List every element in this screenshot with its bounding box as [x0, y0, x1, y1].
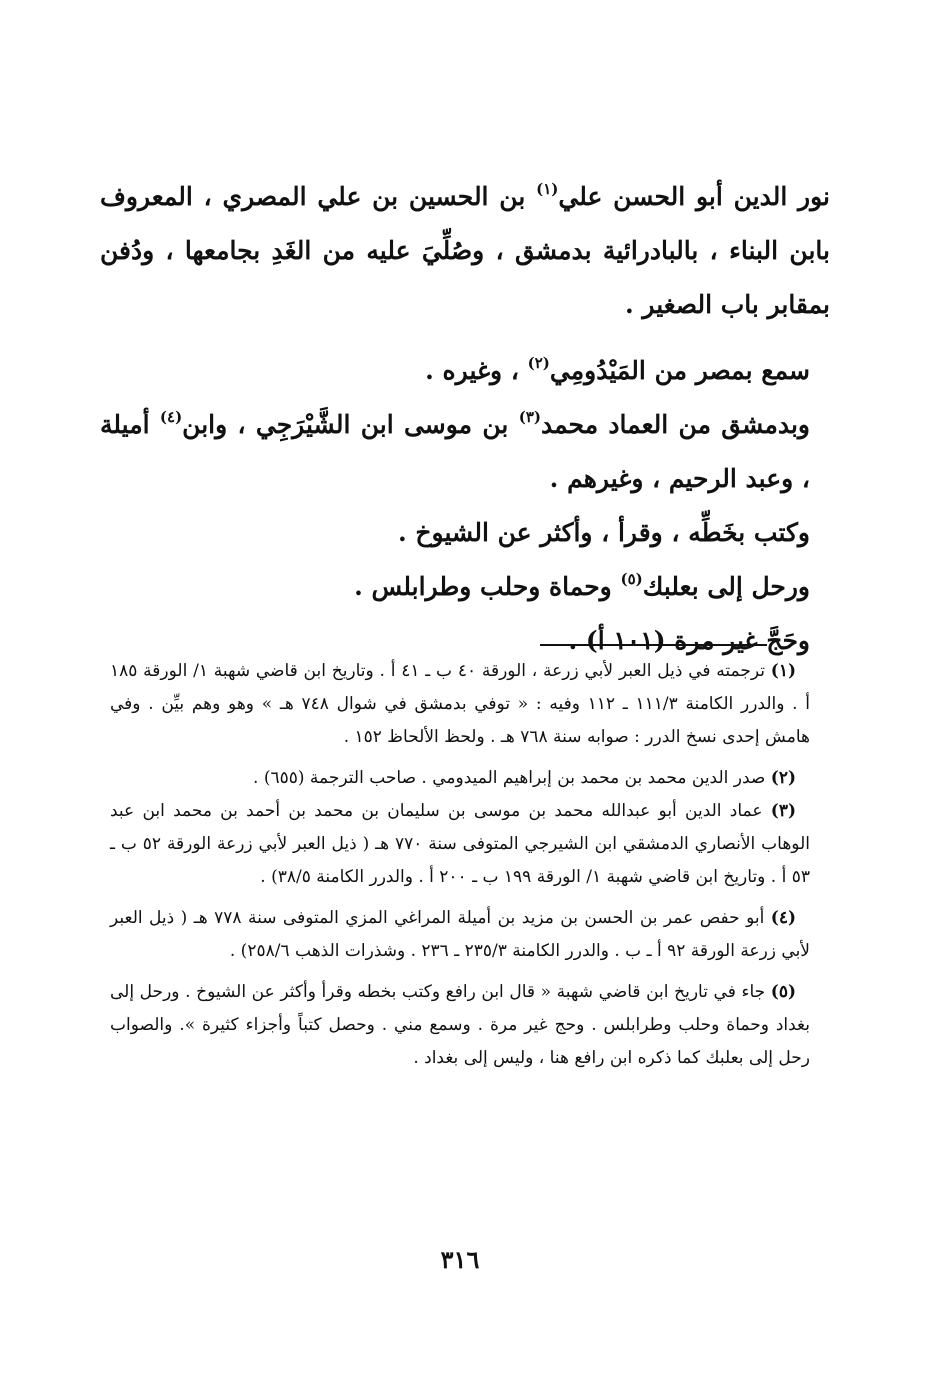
footnote-ref-1[interactable]: (١) — [536, 180, 559, 198]
page-number: ٣١٦ — [440, 1245, 480, 1274]
paragraph-5 — [100, 560, 830, 614]
paragraph-6: وحَجَّ غير مرة (١٠١ أ) . — [568, 626, 810, 655]
footnotes — [110, 655, 810, 1083]
footnote-number: (١) — [770, 661, 796, 681]
footnote-text: ترجمته في ذيل العبر لأبي زرعة ، الورقة ٤٠ ب ـ ٤١ أ . وتاريخ ابن قاضي شهبة ١/ الورقة ١٨٥ أ . والدرر الكامنة ١١١/٣ ـ ١١٢ وفيه : « توفي بدمشق في شوال ٧٤٨ هـ » وهو وهم بيِّن . وفي هامش إحدى نسخ الدرر : صوابه سنة ٧٦٨ هـ . ولحظ الألحاظ ١٥٢ . — [110, 661, 810, 747]
paragraph-2 — [100, 344, 830, 398]
paragraph-3 — [100, 398, 830, 506]
text-run: أميلة ، وعبد الرحيم ، وغيرهم . — [100, 410, 810, 493]
footnote-separator — [540, 644, 767, 646]
footnote-number: (٣) — [770, 801, 796, 821]
footnote-ref-2[interactable]: (٢) — [527, 354, 550, 372]
text-run: وبدمشق من العماد محمد — [540, 410, 811, 439]
footnote-text: أبو حفص عمر بن الحسن بن مزيد بن أميلة المراغي المزي المتوفى سنة ٧٧٨ هـ ( ذيل العبر لأبي زرعة الورقة ٩٢ أ ـ ب . والدرر الكامنة ٢٣٥/٣ ـ ٢٣٦ . وشذرات الذهب ٢٥٨/٦) . — [110, 908, 810, 961]
paragraph-4: وكتب بخَطِّه ، وقرأ ، وأكثر عن الشيوخ . — [398, 518, 810, 547]
footnote-ref-5[interactable]: (٥) — [620, 570, 643, 588]
footnote-number: (٢) — [770, 768, 796, 788]
footnote-2 — [110, 762, 810, 795]
footnote-3 — [110, 795, 810, 894]
footnote-text: جاء في تاريخ ابن قاضي شهبة « قال ابن رافع وكتب بخطه وقرأ وأكثر عن الشيوخ . ورحل إلى بغداد وحماة وحلب وطرابلس . وحج غير مرة . وسمع مني . وحصل كتباً وأجزاء كثيرة ». والصواب رحل إلى بعلبك كما ذكره ابن رافع هنا ، وليس إلى بغداد . — [110, 982, 810, 1068]
footnote-ref-4[interactable]: (٤) — [159, 408, 183, 426]
text-run: ، وغيره . — [425, 356, 528, 385]
footnote-number: (٤) — [770, 908, 797, 928]
text-run: نور الدين أبو الحسن علي — [558, 182, 831, 211]
text-run: بن الحسين بن علي المصري ، المعروف بابن البناء ، بالبادرائية بدمشق ، وصُلِّيَ عليه من الغَدِ بجامعها ، ودُفن بمقابر باب الصغير . — [100, 182, 830, 319]
footnote-4 — [110, 902, 810, 968]
text-run: سمع بمصر من المَيْدُومِي — [549, 356, 810, 385]
footnote-5 — [110, 976, 810, 1075]
text-run: ورحل إلى بعلبك — [642, 572, 810, 601]
paragraph-1 — [100, 170, 830, 332]
text-run: بن موسى ابن الشَّيْرَجِي ، وابن — [182, 410, 519, 439]
main-text — [100, 170, 830, 668]
footnote-number: (٥) — [770, 982, 797, 1002]
text-run: وحماة وحلب وطرابلس . — [354, 572, 621, 601]
footnote-1 — [110, 655, 810, 754]
footnote-ref-3[interactable]: (٣) — [518, 408, 541, 426]
footnote-text: صدر الدين محمد بن محمد بن إبراهيم الميدومي . صاحب الترجمة (٦٥٥) . — [253, 768, 766, 788]
footnote-text: عماد الدين أبو عبدالله محمد بن موسى بن سليمان بن محمد بن أحمد بن محمد ابن عبد الوهاب الأنصاري الدمشقي ابن الشيرجي المتوفى سنة ٧٧٠ هـ ( ذيل العبر لأبي زرعة الورقة ٥٢ ب ـ ٥٣ أ . وتاريخ ابن قاضي شهبة ١/ الورقة ١٩٩ ب ـ ٢٠٠ أ . والدرر الكامنة ٣٨/٥) . — [110, 801, 810, 887]
